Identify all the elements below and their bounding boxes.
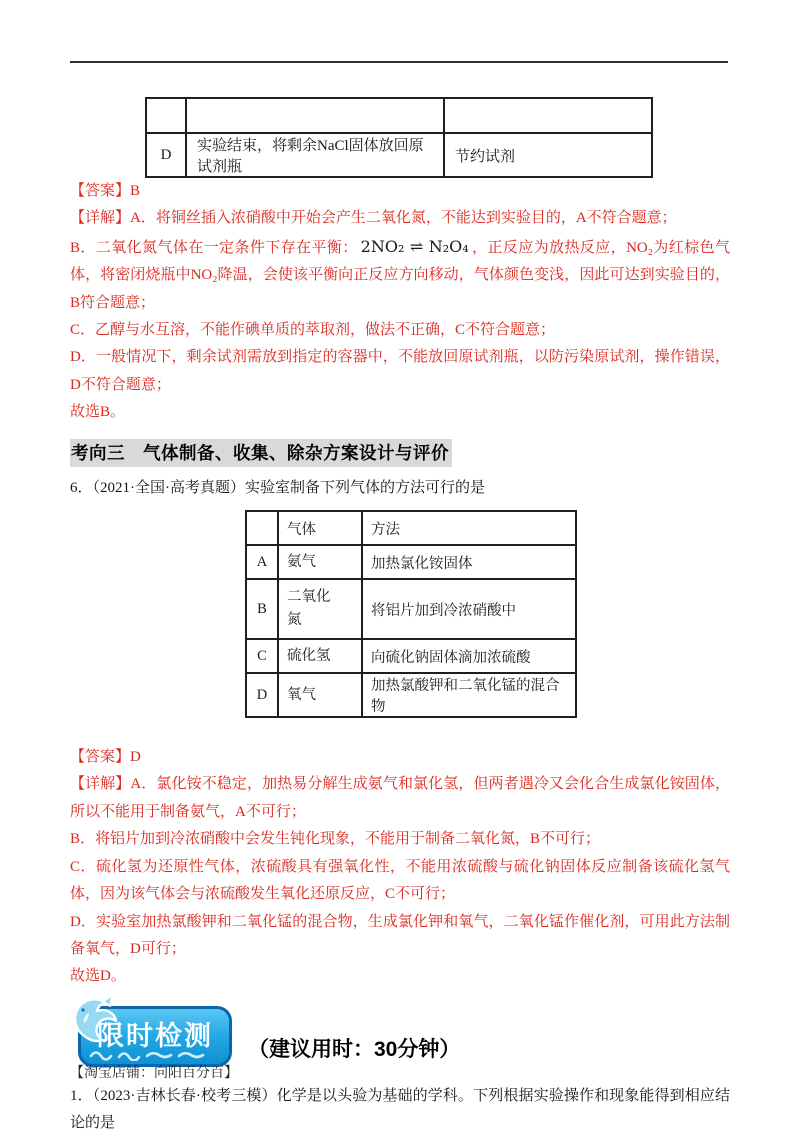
- header-cell: [246, 511, 278, 545]
- q5-explain-d: D．一般情况下，剩余试剂需放到指定的容器中，不能放回原试剂瓶，以防污染原试剂，操作错误，D不符合题意；: [70, 349, 730, 393]
- q6-explain-b: B．将铝片加到冷浓硝酸中会发生钝化现象，不能用于制备二氧化氮，B不可行；: [70, 831, 601, 848]
- purpose-cell: [444, 98, 652, 133]
- gas-cell: [278, 639, 362, 673]
- operation-cell: [186, 98, 444, 133]
- gas-name: 硫化氢: [287, 647, 331, 664]
- method-cell: 向硫化钠固体滴加浓硫酸: [362, 639, 576, 673]
- option-label-cell: D: [246, 673, 278, 717]
- q5-explain-b-pre: B．二氧化氮气体在一定条件下存在平衡：: [70, 239, 358, 256]
- table-row: [146, 133, 652, 177]
- q5-options-table: [145, 97, 653, 178]
- method-cell: 加热氯化铵固体: [362, 545, 576, 579]
- table-row: [246, 579, 576, 639]
- gas-name: 氧气: [287, 686, 316, 703]
- q6-explain-a: 【详解】A．氯化铵不稳定，加热易分解生成氨气和氯化氢，但两者遇冷又会化合生成氯化铵固体，所以不能用于制备氨气，A不可行；: [70, 776, 730, 820]
- timed-test-section: [70, 1001, 730, 1067]
- timed-test-badge: [78, 1006, 232, 1067]
- page-content: [70, 0, 730, 1138]
- q6-conclusion: 故选D。: [70, 968, 126, 985]
- q6-options-table: [245, 510, 577, 718]
- q5-conclusion: 故选B。: [70, 404, 126, 421]
- gas-name: 二氧化氮: [287, 589, 331, 629]
- table-row: [246, 545, 576, 579]
- option-label-cell: D: [146, 133, 186, 177]
- q5-analysis: [70, 178, 730, 427]
- equilibrium-equation: 2NO₂ ⇌ N₂O₄: [360, 236, 469, 256]
- footer-shop: 【淘宝店铺：向阳百分百】: [70, 1066, 238, 1081]
- table-row: [246, 639, 576, 673]
- gas-name: 氨气: [287, 553, 316, 570]
- q5-explain-b-post: ，正反应为放热反应，NO₂为红棕色气体，将密闭烧瓶中NO₂降温，会使该平衡向正反应方向移动，气体颜色变浅，因此可达到实验目的，B符合题意；: [70, 239, 731, 311]
- gas-cell: [278, 673, 362, 717]
- timed-test-label: 限时检测: [97, 1020, 213, 1051]
- option-label-cell: [146, 98, 186, 133]
- q6-analysis: [70, 744, 730, 991]
- q5-explain-b: [70, 233, 730, 317]
- method-cell: 加热氯酸钾和二氧化锰的混合物: [362, 673, 576, 717]
- operation-cell: 实验结束，将剩余NaCl固体放回原试剂瓶: [186, 133, 444, 177]
- option-label-cell: B: [246, 579, 278, 639]
- section-heading: 考向三 气体制备、收集、除杂方案设计与评价: [70, 439, 452, 467]
- suggested-time: （建议用时：30分钟）: [248, 1037, 461, 1061]
- table-row: [246, 673, 576, 717]
- dolphin-icon: [69, 993, 121, 1043]
- q1-stem: 1．（2023·吉林长春·校考三模）化学是以头验为基础的学科。下列根据实验操作和现象能得到相应结论的是: [70, 1087, 730, 1132]
- q5-answer: 【答案】B: [70, 183, 141, 199]
- header-cell-method: 方法: [362, 511, 576, 545]
- q5-explain-a: 【详解】A．将铜丝插入浓硝酸中开始会产生二氧化氮，不能达到实验目的，A不符合题意；: [70, 210, 677, 227]
- q6-answer: 【答案】D: [70, 749, 141, 766]
- gas-cell: [278, 545, 362, 579]
- table-row: [146, 98, 652, 133]
- q6-stem: 6．（2021·全国·高考真题）实验室制备下列气体的方法可行的是: [70, 479, 485, 496]
- option-label-cell: A: [246, 545, 278, 579]
- q6-explain-d: D．实验室加热氯酸钾和二氧化锰的混合物，生成氯化钾和氧气，二氧化锰作催化剂，可用此方法制备氧气，D可行；: [70, 913, 730, 957]
- method-cell: 将铝片加到冷浓硝酸中: [362, 579, 576, 639]
- q6-explain-c: C．硫化氢为还原性气体，浓硫酸具有强氧化性，不能用浓硫酸与硫化钠固体反应制备该硫化氢气体，因为该气体会与浓硫酸发生氧化还原反应，C不可行；: [70, 858, 730, 903]
- gas-cell: [278, 579, 362, 639]
- header-cell-gas: 气体: [278, 511, 362, 545]
- waves-icon: [89, 1047, 217, 1061]
- table-header-row: [246, 511, 576, 545]
- purpose-cell: 节约试剂: [444, 133, 652, 177]
- section-heading-row: [70, 439, 730, 468]
- option-label-cell: C: [246, 639, 278, 673]
- q5-explain-c: C．乙醇与水互溶，不能作碘单质的萃取剂，做法不正确，C不符合题意；: [70, 322, 556, 339]
- header-rule: [70, 61, 728, 63]
